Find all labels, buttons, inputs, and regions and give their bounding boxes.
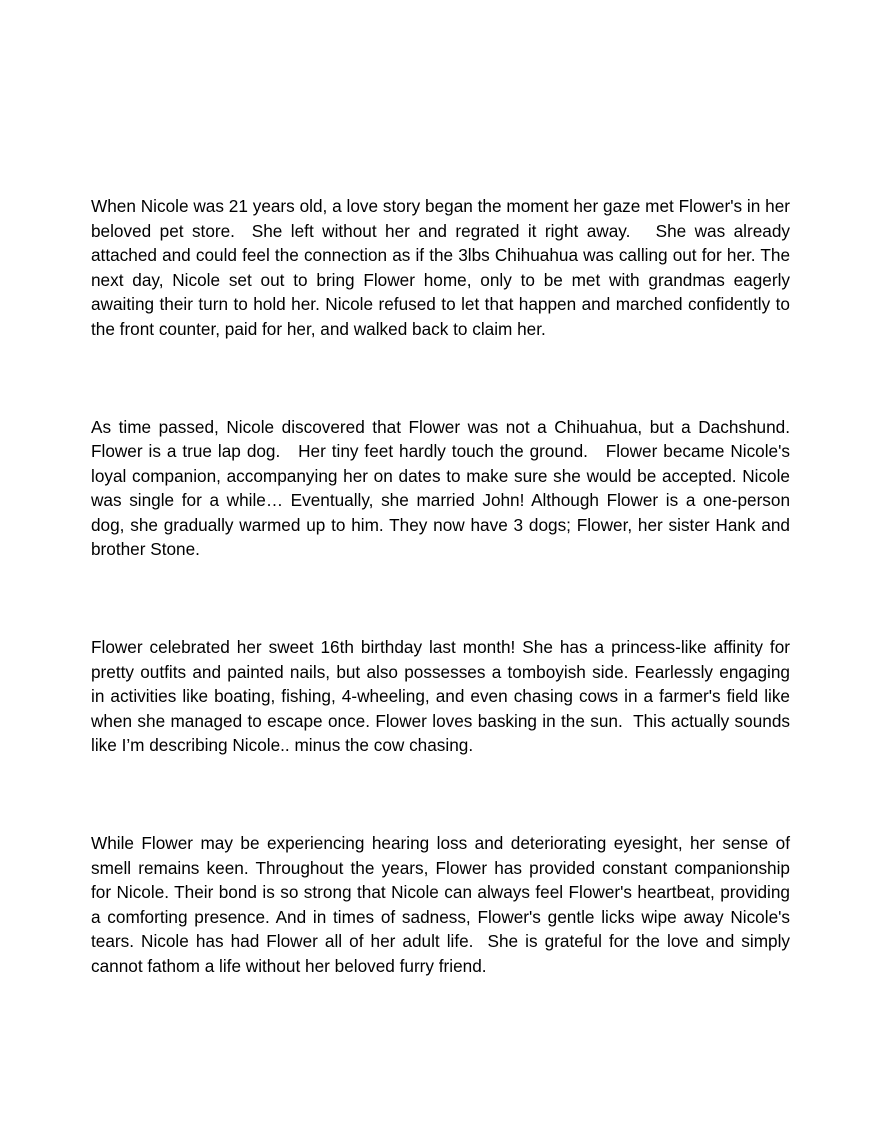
paragraph-2: As time passed, Nicole discovered that Flower was not a Chihuahua, but a Dachshund. Flower is a true lap dog. Her tiny feet hardly touch the ground. Flower became Nicole's loyal companion, accompanying her on dates to make sure she would be accepted. Nicole was single for a while… Eventually, she married John! Although Flower is a one-person dog, she gradually warmed up to him. They now have 3 dogs; Flower, her sister Hank and brother Stone.: [91, 416, 795, 559]
paragraph-4: While Flower may be experiencing hearing loss and deteriorating eyesight, her sense of smell remains keen. Throughout the years, Flower has provided constant companionship for Nicole. Their bond is so strong that Nicole can always feel Flower's heartbeat, providing a comforting presence. And in times of sadness, Flower's gentle licks wipe away Nicole's tears. Nicole has had Flower all of her adult life. She is grateful for the love and simply cannot fathom a life without her beloved furry friend.: [91, 833, 795, 976]
paragraph-3: Flower celebrated her sweet 16th birthday last month! She has a princess-like affinity for pretty outfits and painted nails, but also possesses a tomboyish side. Fearlessly engaging in activities like boating, fishing, 4-wheeling, and even chasing cows in a farmer's field like when she managed to escape once. Flower loves basking in the sun. This actually sounds like I’m describing Nicole.. minus the cow chasing.: [91, 637, 795, 755]
paragraph-1: When Nicole was 21 years old, a love story began the moment her gaze met Flower's in her beloved pet store. She left without her and regrated it right away. She was already attached and could feel the connection as if the 3lbs Chihuahua was calling out for her. The next day, Nicole set out to bring Flower home, only to be met with grandmas eagerly awaiting their turn to hold her. Nicole refused to let that happen and marched confidently to the front counter, paid for her, and walked back to claim her.: [91, 196, 795, 339]
document-body: [91, 145, 795, 1027]
